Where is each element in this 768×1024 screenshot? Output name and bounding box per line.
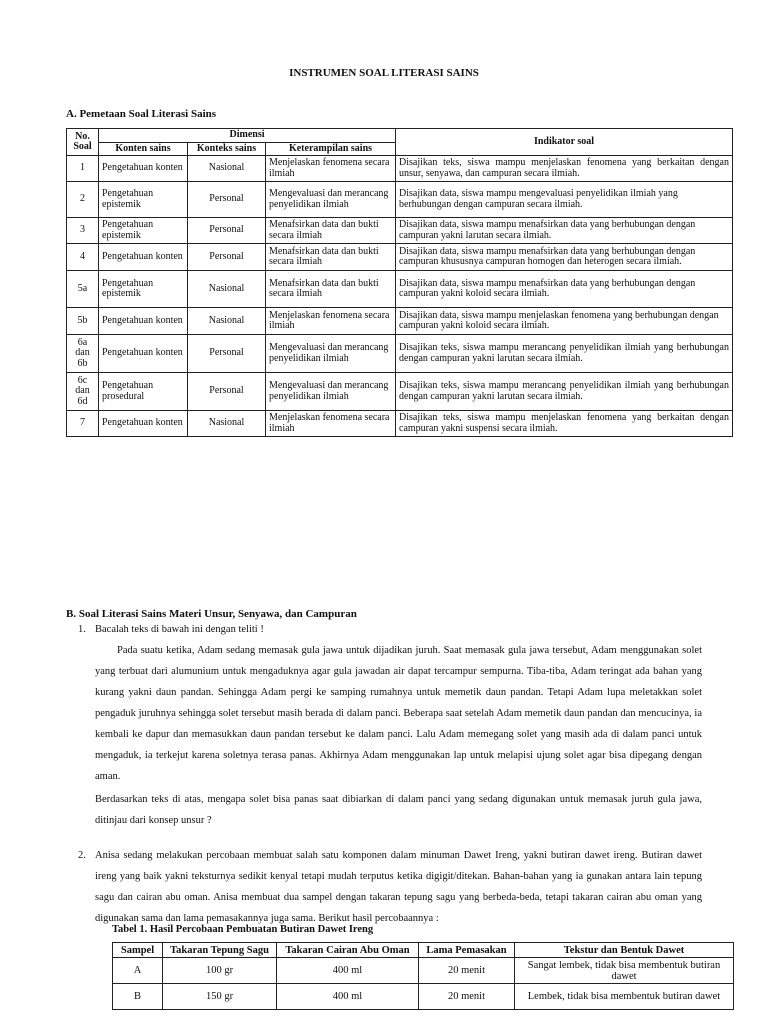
header-konten: Konten sains xyxy=(99,143,188,156)
results-table xyxy=(112,942,734,1010)
cell-konten: Pengetahuan epistemik xyxy=(99,218,188,244)
question-1-prompt xyxy=(95,789,702,831)
cell-cairan: 400 ml xyxy=(277,984,419,1010)
header-no-soal: No. Soal xyxy=(67,129,99,156)
cell-tekstur: Sangat lembek, tidak bisa membentuk butiran dawet xyxy=(515,958,734,984)
cell-indikator: Disajikan data, siswa mampu menafsirkan data yang berhubungan dengan campuran khususnya campuran homogen dan heterogen secara ilmiah. xyxy=(396,244,733,271)
cell-keterampilan: Menafsirkan data dan bukti secara ilmiah xyxy=(266,244,396,271)
cell-konten: Pengetahuan konten xyxy=(99,335,188,373)
cell-no: 3 xyxy=(67,218,99,244)
story-paragraph: Pada suatu ketika, Adam sedang memasak gula jawa untuk dijadikan juruh. Saat memasak gula jawa tersebut, Adam menggunakan solet yang terbuat dari alumunium untuk mengaduknya agar gula jawadan air dapat tercampur sempurna. Tiba-tiba, Adam teringat ada bahan yang kurang yakni daun pandan. Sehingga Adam pergi ke samping rumahnya untuk memetik daun pandan. Tetapi Adam lupa meletakkan solet pengaduk juruhnya sehingga solet tersebut masih berada di dalam panci. Beberapa saat setelah Adam memetik daun pandan dan mencucinya, ia kembali ke dapur dan memasukkan daun pandan tersebut ke dalam panci. Lalu Adam memegang solet yang masih ada di dalam panci untuk mengaduk, ia terkejut karena soletnya terasa panas. Akhirnya Adam menggunakan lap untuk melapisi ujung solet agar bisa dipegang dengan aman. xyxy=(95,645,702,782)
cell-indikator: Disajikan teks, siswa mampu merancang penyelidikan ilmiah yang berhubungan dengan campuran yakni larutan secara ilmiah. xyxy=(396,335,733,373)
table-row xyxy=(67,335,733,373)
cell-konten: Pengetahuan konten xyxy=(99,244,188,271)
header-lama: Lama Pemasakan xyxy=(419,943,515,958)
section-a-heading: A. Pemetaan Soal Literasi Sains xyxy=(66,108,217,120)
cell-no: 2 xyxy=(67,182,99,218)
table-row xyxy=(67,182,733,218)
cell-konteks: Nasional xyxy=(188,411,266,437)
cell-keterampilan: Mengevaluasi dan merancang penyelidikan ilmiah xyxy=(266,182,396,218)
question-2-text: Anisa sedang melakukan percobaan membuat salah satu komponen dalam minuman Dawet Ireng, yakni butiran dawet ireng. Butiran dawet ireng yang baik yakni teksturnya sedikit kenyal tetapi mudah terputus ketika digigit/ditekan. Bahan-bahan yang ia gunakan antara lain tepung sagu dan cairan abu oman. Anisa membuat dua sampel dengan takaran tepung sagu yang berbeda-beda, tetapi takaran cairan abu oman yang digunakan sama dan lama pemasakannya juga sama. Berikut hasil percobaannya : xyxy=(95,850,702,924)
question-number-1: 1. xyxy=(78,624,86,635)
cell-indikator: Disajikan data, siswa mampu menafsirkan data yang berhubungan dengan campuran yakni koloid secara ilmiah. xyxy=(396,271,733,308)
table-1-title: Tabel 1. Hasil Percobaan Pembuatan Butiran Dawet Ireng xyxy=(112,924,374,935)
cell-lama: 20 menit xyxy=(419,984,515,1010)
cell-keterampilan: Menjelaskan fenomena secara ilmiah xyxy=(266,411,396,437)
cell-konteks: Personal xyxy=(188,373,266,411)
table-row xyxy=(67,156,733,182)
table-row xyxy=(67,271,733,308)
header-tepung: Takaran Tepung Sagu xyxy=(163,943,277,958)
header-keterampilan: Keterampilan sains xyxy=(266,143,396,156)
table-row xyxy=(67,411,733,437)
document-title: INSTRUMEN SOAL LITERASI SAINS xyxy=(289,67,479,79)
cell-keterampilan: Menjelaskan fenomena secara ilmiah xyxy=(266,156,396,182)
cell-konteks: Personal xyxy=(188,244,266,271)
cell-konteks: Personal xyxy=(188,182,266,218)
cell-no: 5b xyxy=(67,308,99,335)
cell-indikator: Disajikan teks, siswa mampu menjelaskan fenomena yang berkaitan dengan unsur, senyawa, dan campuran secara ilmiah. xyxy=(396,156,733,182)
cell-konten: Pengetahuan konten xyxy=(99,308,188,335)
question-2-body xyxy=(95,845,702,929)
header-tekstur: Tekstur dan Bentuk Dawet xyxy=(515,943,734,958)
cell-lama: 20 menit xyxy=(419,958,515,984)
question-1-text: Berdasarkan teks di atas, mengapa solet bisa panas saat dibiarkan di dalam panci yang sedang digunakan untuk memasak juruh gula jawa, ditinjau dari konsep unsur ? xyxy=(95,794,702,826)
cell-cairan: 400 ml xyxy=(277,958,419,984)
header-dimensi: Dimensi xyxy=(99,129,396,143)
cell-konteks: Nasional xyxy=(188,271,266,308)
cell-keterampilan: Mengevaluasi dan merancang penyelidikan ilmiah xyxy=(266,373,396,411)
cell-keterampilan: Menafsirkan data dan bukti secara ilmiah xyxy=(266,218,396,244)
cell-indikator: Disajikan data, siswa mampu menjelaskan fenomena yang berhubungan dengan campuran yakni koloid secara ilmiah. xyxy=(396,308,733,335)
cell-sampel: A xyxy=(113,958,163,984)
cell-tepung: 150 gr xyxy=(163,984,277,1010)
cell-no: 5a xyxy=(67,271,99,308)
cell-konten: Pengetahuan konten xyxy=(99,156,188,182)
cell-no: 1 xyxy=(67,156,99,182)
cell-konten: Pengetahuan epistemik xyxy=(99,271,188,308)
cell-no: 6c dan 6d xyxy=(67,373,99,411)
table-row xyxy=(67,308,733,335)
question-1-story xyxy=(95,640,702,787)
cell-konten: Pengetahuan prosedural xyxy=(99,373,188,411)
table-row xyxy=(67,373,733,411)
cell-no: 4 xyxy=(67,244,99,271)
mapping-table xyxy=(66,128,733,437)
cell-keterampilan: Menafsirkan data dan bukti secara ilmiah xyxy=(266,271,396,308)
cell-indikator: Disajikan data, siswa mampu mengevaluasi penyelidikan ilmiah yang berhubungan dengan campuran secara ilmiah. xyxy=(396,182,733,218)
cell-konten: Pengetahuan epistemik xyxy=(99,182,188,218)
table-row xyxy=(113,958,734,984)
cell-keterampilan: Menjelaskan fenomena secara ilmiah xyxy=(266,308,396,335)
cell-indikator: Disajikan teks, siswa mampu merancang penyelidikan ilmiah yang berhubungan dengan campuran yakni larutan secara ilmiah. xyxy=(396,373,733,411)
cell-sampel: B xyxy=(113,984,163,1010)
cell-konten: Pengetahuan konten xyxy=(99,411,188,437)
header-konteks: Konteks sains xyxy=(188,143,266,156)
cell-indikator: Disajikan teks, siswa mampu menjelaskan fenomena yang berkaitan dengan campuran yakni suspensi secara ilmiah. xyxy=(396,411,733,437)
cell-konteks: Nasional xyxy=(188,308,266,335)
question-1-instruction: Bacalah teks di bawah ini dengan teliti ! xyxy=(95,624,264,635)
table-row xyxy=(67,244,733,271)
section-b-heading: B. Soal Literasi Sains Materi Unsur, Senyawa, dan Campuran xyxy=(66,608,357,620)
cell-konteks: Personal xyxy=(188,335,266,373)
cell-tepung: 100 gr xyxy=(163,958,277,984)
header-indikator: Indikator soal xyxy=(396,129,733,156)
table-row xyxy=(67,218,733,244)
cell-konteks: Personal xyxy=(188,218,266,244)
cell-no: 6a dan 6b xyxy=(67,335,99,373)
cell-indikator: Disajikan data, siswa mampu menafsirkan data yang berhubungan dengan campuran yakni larutan secara ilmiah. xyxy=(396,218,733,244)
cell-konteks: Nasional xyxy=(188,156,266,182)
question-number-2: 2. xyxy=(78,850,86,861)
cell-tekstur: Lembek, tidak bisa membentuk butiran dawet xyxy=(515,984,734,1010)
table-row xyxy=(113,984,734,1010)
header-sampel: Sampel xyxy=(113,943,163,958)
header-cairan: Takaran Cairan Abu Oman xyxy=(277,943,419,958)
cell-keterampilan: Mengevaluasi dan merancang penyelidikan ilmiah xyxy=(266,335,396,373)
cell-no: 7 xyxy=(67,411,99,437)
